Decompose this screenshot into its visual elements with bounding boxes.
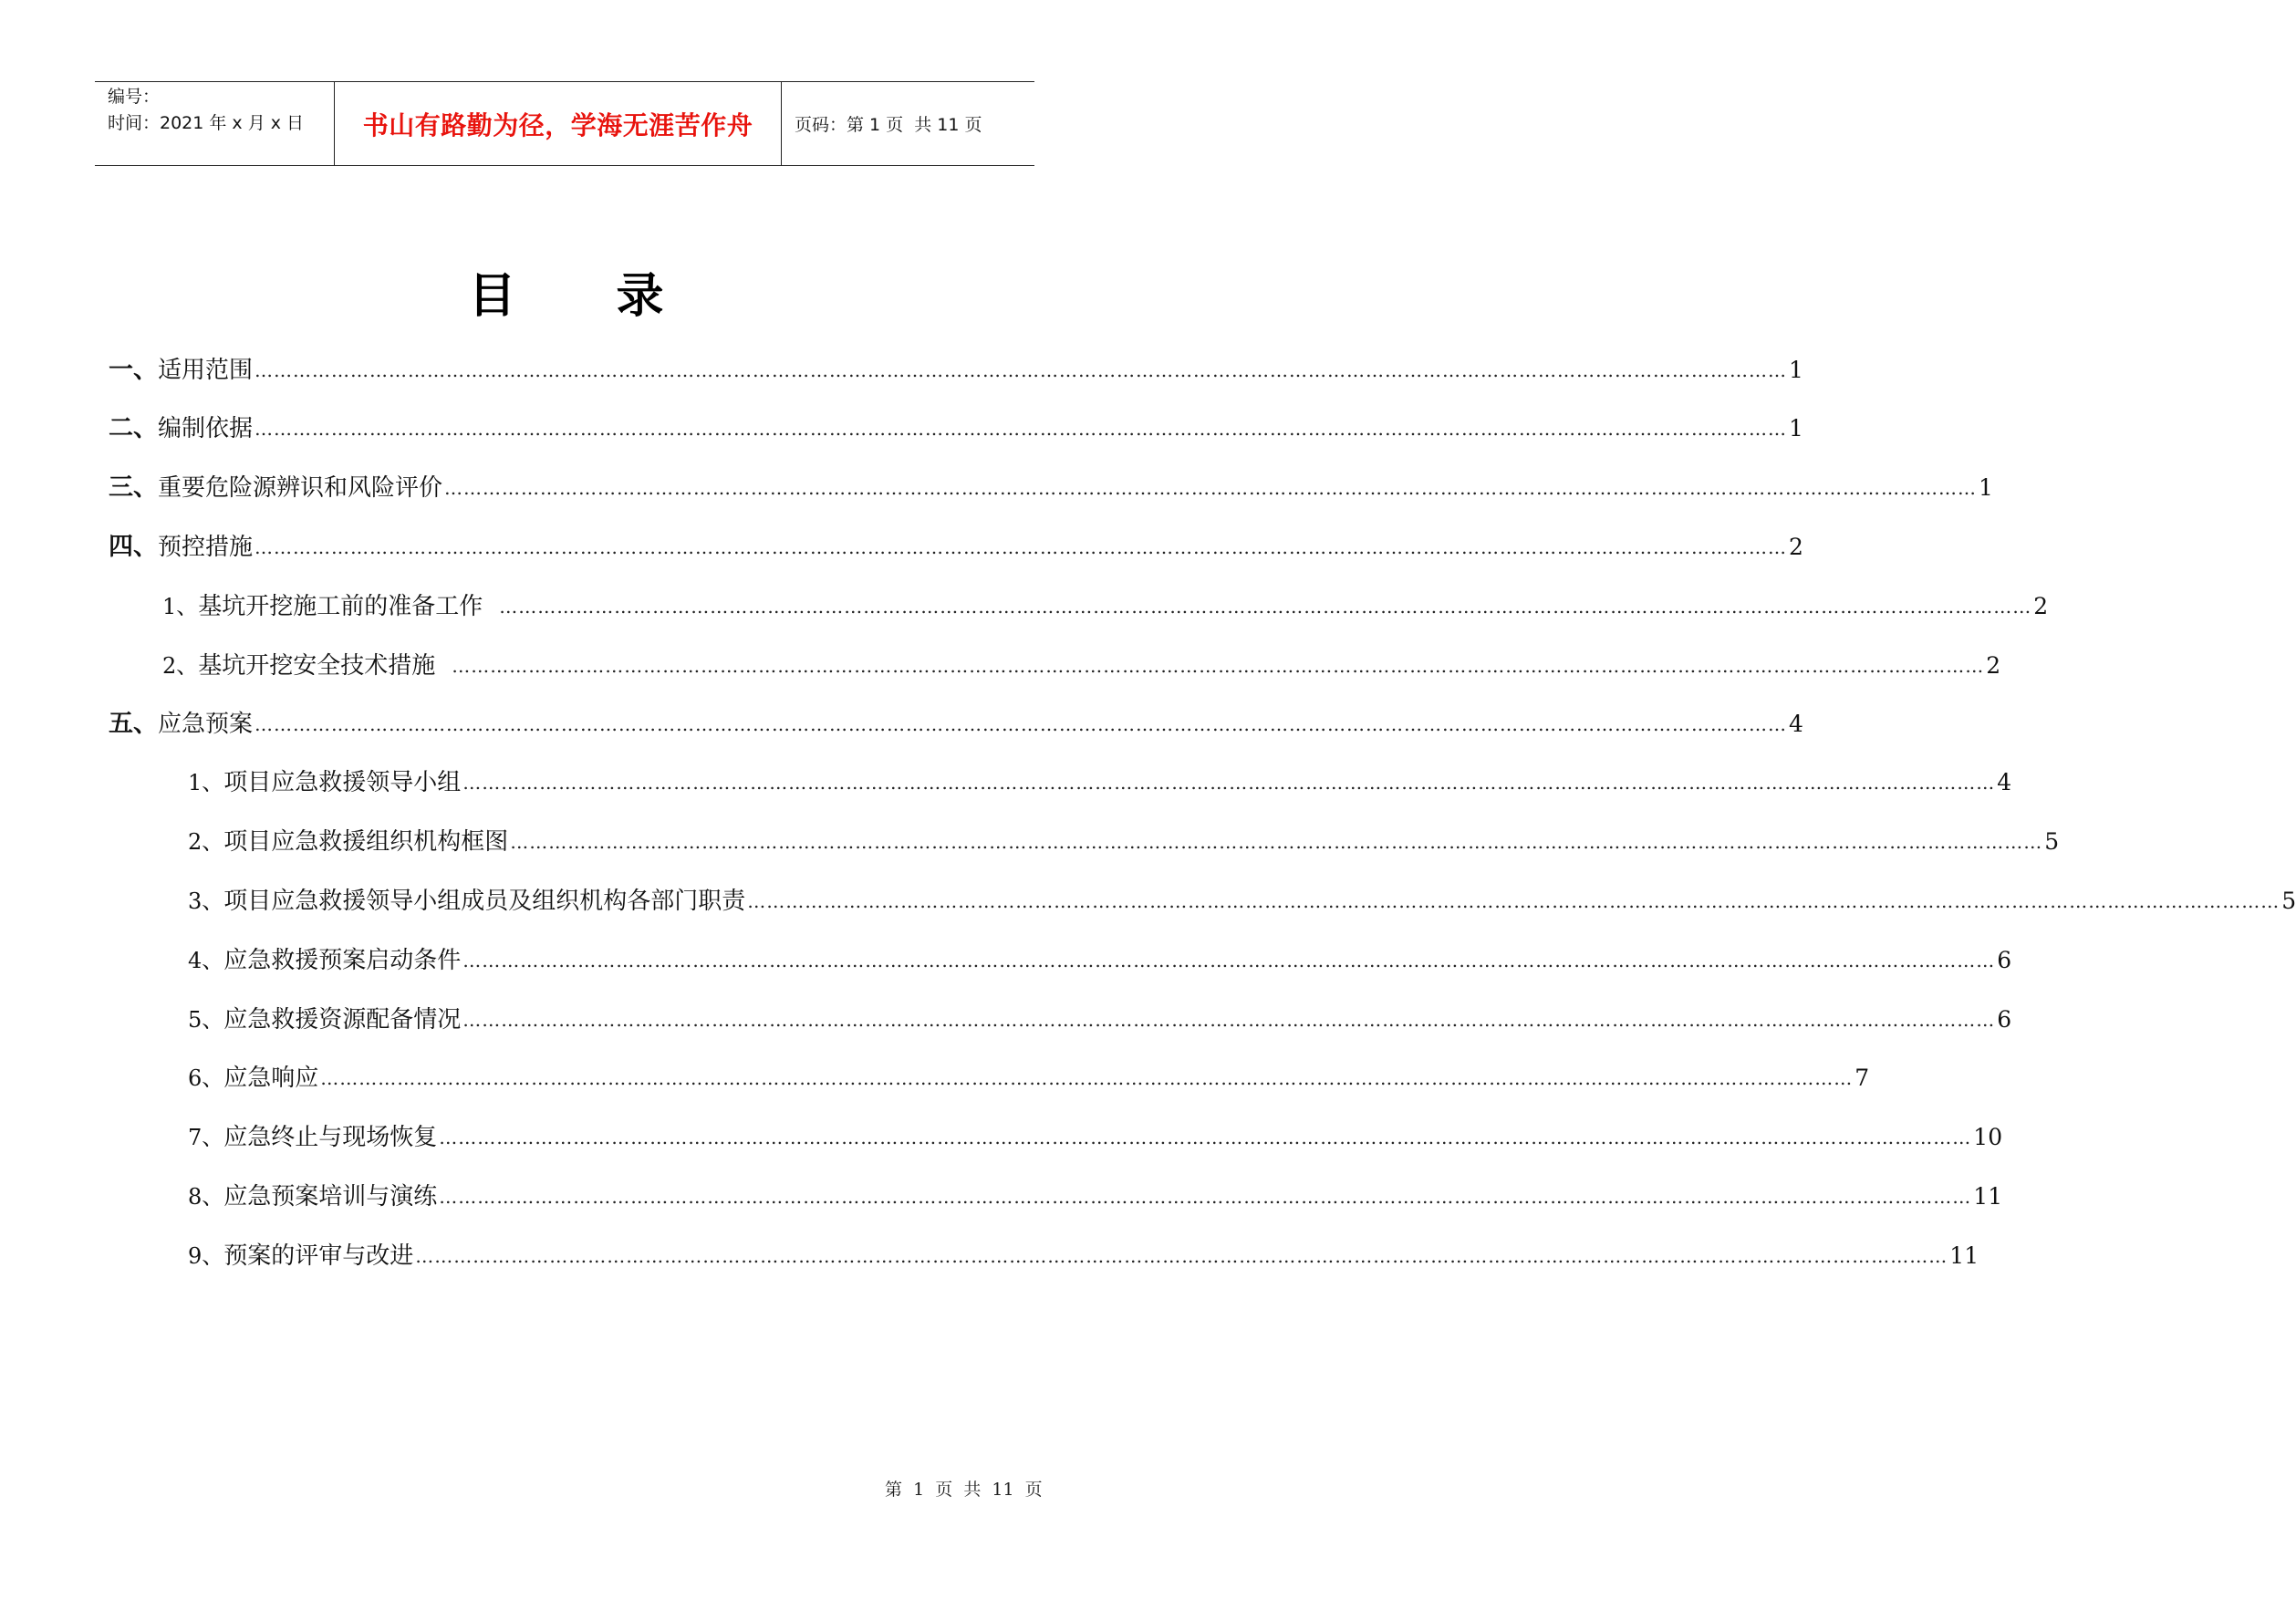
toc-entry-page: 1: [1789, 415, 1803, 442]
toc-leader-dots: ……………………………………………………………………………………………………………………………………………………………………………………………………………………: [444, 477, 1978, 499]
toc-entry-label: 适用范围: [158, 357, 254, 384]
toc-entry-page: 5: [2281, 888, 2296, 914]
toc-entry-number: 3、: [188, 888, 224, 914]
toc-entry-label: 项目应急救援组织机构框图: [223, 828, 509, 856]
page-footer: 第 1 页 共 11 页: [885, 1480, 1043, 1500]
toc-entry-number: 7、: [188, 1125, 224, 1150]
toc-leader-dots: ……………………………………………………………………………………………………………………………………………………………………………………………………………………: [255, 359, 1788, 381]
toc-entry-page: 6: [1997, 947, 2012, 973]
toc-entry[interactable]: [109, 470, 1993, 506]
toc-entry-page: 4: [1789, 711, 1803, 737]
toc-entry-number: 一、: [109, 356, 158, 384]
toc-leader-dots: ……………………………………………………………………………………………………………………………………………………………………………………………………………………: [320, 1067, 1854, 1089]
toc-entry[interactable]: [188, 942, 2012, 979]
document-number-label: 编号：: [108, 87, 161, 107]
toc-entry[interactable]: [109, 352, 1803, 389]
toc-leader-dots: ……………………………………………………………………………………………………………………………………………………………………………………………………………………: [452, 655, 1985, 677]
toc-entry-number: 1、: [188, 770, 224, 795]
toc-entry-page: 11: [1973, 1183, 2003, 1210]
toc-entry[interactable]: [109, 529, 1803, 566]
toc-entry-label: 应急终止与现场恢复: [223, 1124, 438, 1151]
toc-entry-label: 应急预案培训与演练: [223, 1183, 438, 1210]
toc-entry-number: 1、: [162, 594, 199, 619]
toc-entry-number: 9、: [188, 1243, 224, 1269]
toc-entry-page: 11: [1949, 1242, 1979, 1269]
toc-entry-label: 编制依据: [158, 415, 254, 442]
toc-leader-dots: ……………………………………………………………………………………………………………………………………………………………………………………………………………………: [439, 1127, 1972, 1148]
toc-entry-label: 应急响应: [223, 1065, 319, 1092]
toc-entry-page: 7: [1854, 1065, 1870, 1091]
toc-entry-page: 2: [1789, 534, 1803, 560]
toc-entry-page: 6: [1997, 1006, 2012, 1033]
toc-entry-number: 2、: [162, 653, 199, 679]
toc-entry[interactable]: [188, 1238, 1979, 1274]
title-char: 录: [616, 269, 664, 324]
toc-entry[interactable]: [188, 1119, 2003, 1156]
toc-entry-number: 2、: [188, 829, 224, 855]
header-meta-cell: [95, 82, 335, 165]
toc-entry-page: 5: [2044, 828, 2060, 855]
toc-entry-page: 2: [2033, 593, 2049, 619]
document-header: [95, 81, 1034, 166]
toc-entry-number: 5、: [188, 1007, 224, 1033]
toc-entry-page: 1: [1789, 357, 1803, 383]
toc-entry-number: 二、: [109, 414, 158, 442]
header-page-cell: [782, 82, 1034, 165]
toc-entry[interactable]: [188, 764, 2012, 801]
toc-entry-number: 四、: [109, 533, 158, 561]
header-page-info: 页码：第 1 页 共 11 页: [795, 115, 982, 135]
toc-entry-page: 10: [1973, 1124, 2003, 1150]
toc-entry-label: 项目应急救援领导小组: [223, 769, 462, 796]
toc-leader-dots: ……………………………………………………………………………………………………………………………………………………………………………………………………………………: [415, 1245, 1948, 1267]
toc-entry-number: 6、: [188, 1065, 224, 1091]
toc-leader-dots: ……………………………………………………………………………………………………………………………………………………………………………………………………………………: [255, 713, 1788, 735]
toc-entry[interactable]: [188, 824, 2060, 860]
toc-entry-number: 三、: [109, 473, 158, 502]
toc-entry[interactable]: [109, 410, 1803, 447]
toc-entry-label: 应急救援预案启动条件: [223, 947, 462, 974]
toc-entry-number: 五、: [109, 710, 158, 738]
title-char: 目: [468, 269, 516, 324]
header-motto: 书山有路勤为径，学海无涯苦作舟: [362, 109, 753, 140]
toc-leader-dots: ……………………………………………………………………………………………………………………………………………………………………………………………………………………: [510, 831, 2043, 853]
toc-entry-page: 4: [1997, 769, 2012, 795]
toc-leader-dots: ……………………………………………………………………………………………………………………………………………………………………………………………………………………: [462, 1009, 1996, 1031]
header-motto-cell: [335, 82, 782, 165]
toc-entry-label: 重要危险源辨识和风险评价: [158, 474, 443, 502]
toc-leader-dots: ……………………………………………………………………………………………………………………………………………………………………………………………………………………: [255, 418, 1788, 440]
toc-entry-label: 预案的评审与改进: [223, 1242, 414, 1270]
toc-entry-label: 项目应急救援领导小组成员及组织机构各部门职责: [223, 888, 746, 915]
toc-entry[interactable]: [188, 1060, 1870, 1096]
toc-entry-number: 8、: [188, 1184, 224, 1210]
toc-entry[interactable]: [188, 1179, 2003, 1215]
toc-entry[interactable]: [188, 883, 2296, 919]
toc-entry[interactable]: [162, 648, 2001, 684]
toc-leader-dots: ……………………………………………………………………………………………………………………………………………………………………………………………………………………: [255, 536, 1788, 558]
toc-entry-label: 基坑开挖施工前的准备工作: [198, 593, 483, 620]
toc-entry-page: 2: [1986, 652, 2001, 679]
toc-leader-dots: ……………………………………………………………………………………………………………………………………………………………………………………………………………………: [462, 950, 1996, 971]
toc-entry-label: 应急救援资源配备情况: [223, 1006, 462, 1034]
toc-leader-dots: ……………………………………………………………………………………………………………………………………………………………………………………………………………………: [439, 1186, 1972, 1208]
toc-leader-dots: ……………………………………………………………………………………………………………………………………………………………………………………………………………………: [747, 890, 2280, 912]
toc-entry[interactable]: [162, 588, 2049, 625]
toc-entry-label: 基坑开挖安全技术措施: [198, 652, 436, 680]
toc-entry-label: 预控措施: [158, 534, 254, 561]
toc-entry-number: 4、: [188, 948, 224, 973]
toc-entry[interactable]: [188, 1002, 2012, 1038]
toc-entry-page: 1: [1979, 474, 1993, 501]
toc-entry-label: 应急预案: [158, 711, 254, 738]
page-title: [0, 265, 1132, 328]
toc-leader-dots: ……………………………………………………………………………………………………………………………………………………………………………………………………………………: [462, 772, 1996, 794]
toc-entry[interactable]: [109, 706, 1803, 743]
toc-leader-dots: ……………………………………………………………………………………………………………………………………………………………………………………………………………………: [499, 596, 2032, 618]
document-time-label: 时间：2021 年 x 月 x 日: [108, 113, 305, 133]
